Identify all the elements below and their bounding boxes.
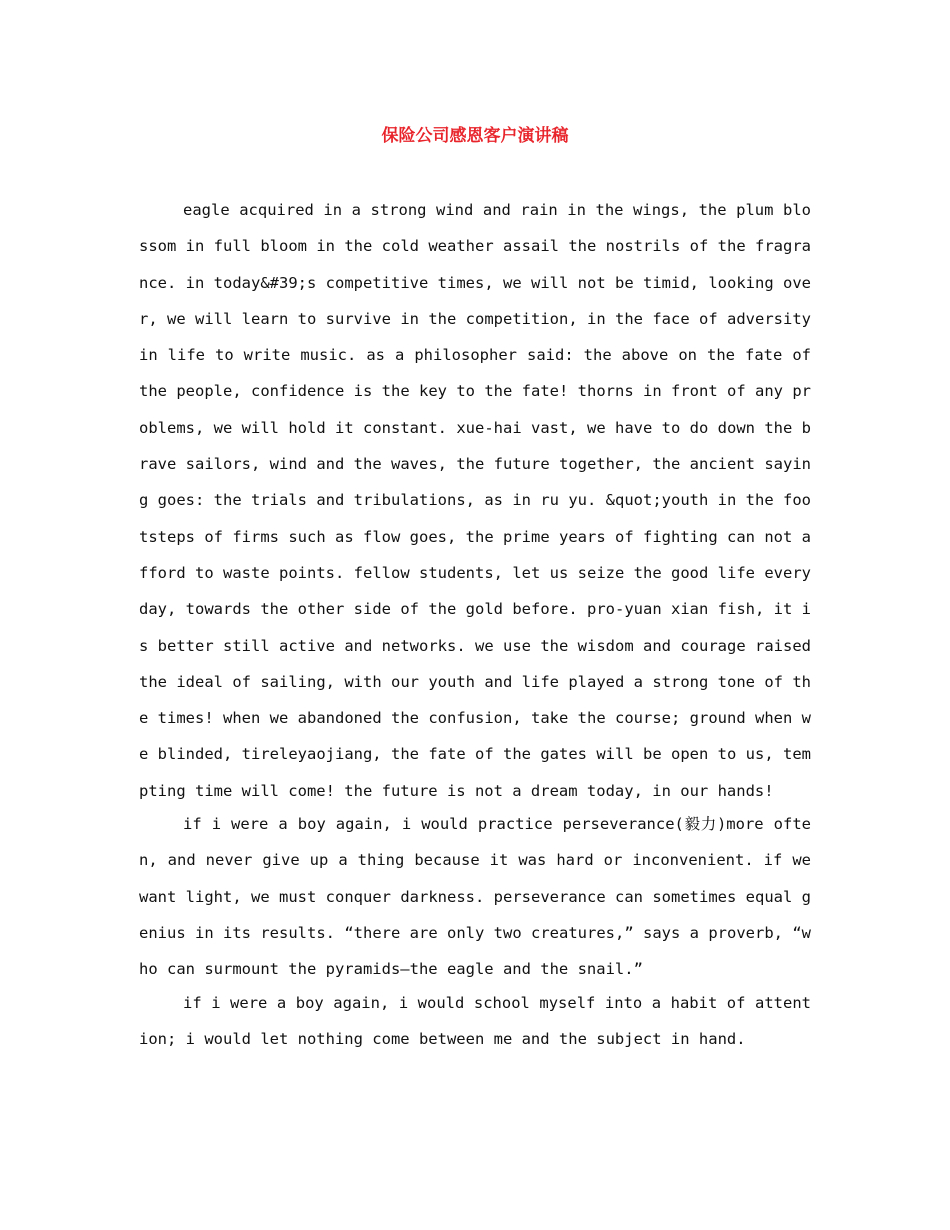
paragraph: eagle acquired in a strong wind and rain in the wings, the plum blossom in full bloom in the cold weather assail the nostrils of the fragrance. in today&#39;s competitive times, we will not be timid, looking over, we will learn to survive in the competition, in the face of adversity in life to write music. as a philosopher said: the above on the fate of the people, confidence is the key to the fate! thorns in front of any problems, we will hold it constant. xue-hai vast, we have to do down the brave sailors, wind and the waves, the future together, the ancient saying goes: the trials and tribulations, as in ru yu. &quot;youth in the footsteps of firms such as flow goes, the prime years of fighting can not afford to waste points. fellow students, let us seize the good life every day, towards the other side of the gold before. pro-yuan xian fish, it is better still active and networks. we use the wisdom and courage raised the ideal of sailing, with our youth and life played a strong tone of the times! when we abandoned the confusion, take the course; ground when we blinded, tireleyaojiang, the fate of the gates will be open to us, tempting time will come! the future is not a dream today, in our hands! — [139, 201, 811, 800]
paragraph: if i were a boy again, i would school myself into a habit of attention; i would let nothing come between me and the subject in hand. — [139, 993, 811, 1048]
paragraph: if i were a boy again, i would practice perseverance(毅力)more often, and never give up a thing because it was hard or inconvenient. if we want light, we must conquer darkness. perseverance can sometimes equal genius in its results. “there are only two creatures,” says a proverb, “who can surmount the pyramids—the eagle and the snail.” — [139, 815, 811, 979]
document-body — [139, 192, 811, 1057]
document-title: 保险公司感恩客户演讲稿 — [381, 126, 569, 146]
